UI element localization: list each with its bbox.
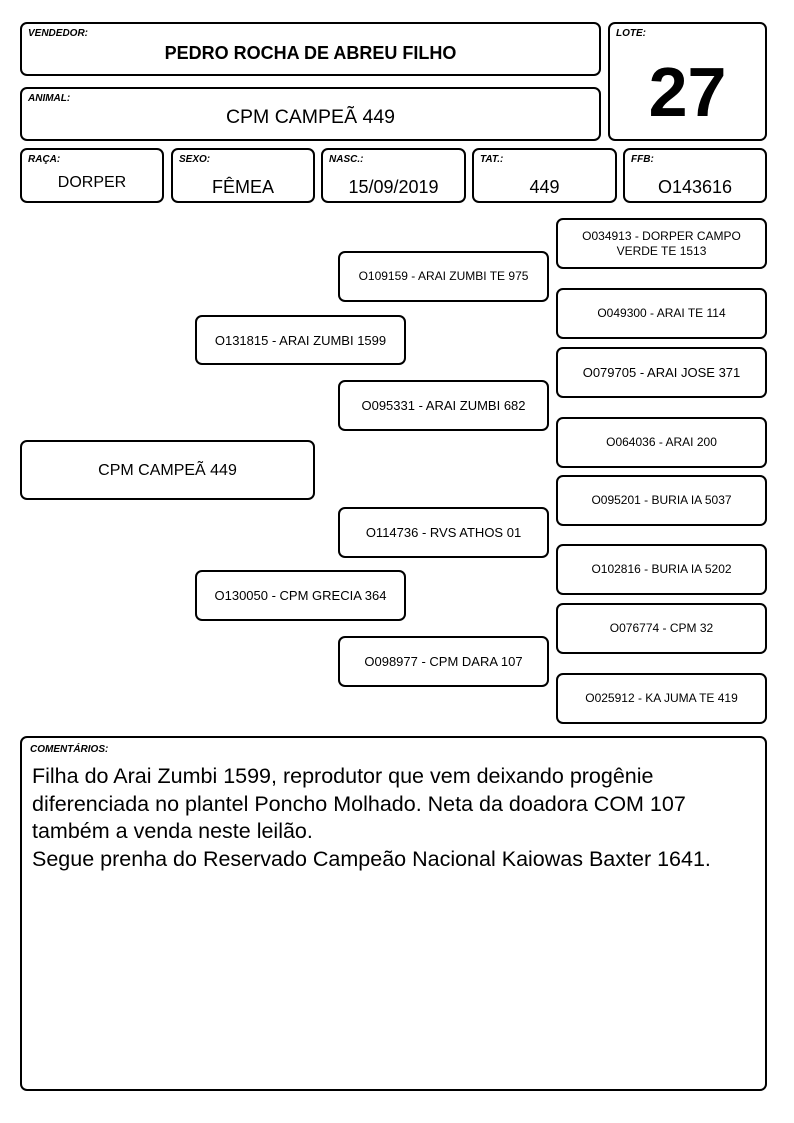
ffb-value: O143616 (657, 177, 733, 197)
pedigree-sire: O131815 - ARAI ZUMBI 1599 (195, 315, 406, 365)
pedigree-ggp-2: O049300 - ARAI TE 114 (556, 288, 767, 339)
tattoo-value: 449 (529, 177, 560, 197)
pedigree-ggp-3: O079705 - ARAI JOSE 371 (556, 347, 767, 398)
animal-box (20, 87, 601, 141)
sex-label: SEXO: (179, 154, 211, 165)
pedigree-ggp-6: O102816 - BURIA IA 5202 (556, 544, 767, 595)
breed-label: RAÇA: (28, 154, 61, 165)
animal-name: CPM CAMPEÃ 449 (225, 106, 396, 128)
seller-name: PEDRO ROCHA DE ABREU FILHO (164, 43, 457, 63)
comments-text (32, 763, 755, 873)
pedigree-dam: O130050 - CPM GRECIA 364 (195, 570, 406, 621)
comments-paragraph-1: Filha do Arai Zumbi 1599, reprodutor que vem deixando progênie diferenciada no plantel Poncho Molhado. Neta da doadora COM 107 também a venda neste leilão. (32, 764, 686, 843)
seller-label: VENDEDOR: (28, 28, 89, 39)
pedigree-ggp-8: O025912 - KA JUMA TE 419 (556, 673, 767, 724)
pedigree-dam-sire: O114736 - RVS ATHOS 01 (338, 507, 549, 558)
ffb-box (623, 148, 767, 203)
comments-label: COMENTÁRIOS: (30, 744, 109, 755)
pedigree-ggp-4: O064036 - ARAI 200 (556, 417, 767, 468)
lot-number: 27 (648, 53, 727, 131)
birth-box (321, 148, 466, 203)
animal-label: ANIMAL: (28, 93, 71, 104)
breed-value: DORPER (57, 174, 127, 191)
pedigree-animal: CPM CAMPEÃ 449 (20, 440, 315, 500)
birth-value: 15/09/2019 (348, 177, 439, 197)
breed-box (20, 148, 164, 203)
pedigree-sire-sire: O109159 - ARAI ZUMBI TE 975 (338, 251, 549, 302)
tattoo-label: TAT.: (480, 154, 504, 165)
pedigree-dam-dam: O098977 - CPM DARA 107 (338, 636, 549, 687)
tattoo-box (472, 148, 617, 203)
pedigree-sire-dam: O095331 - ARAI ZUMBI 682 (338, 380, 549, 431)
comments-box (20, 736, 767, 1091)
pedigree-ggp-1: O034913 - DORPER CAMPO VERDE TE 1513 (556, 218, 767, 269)
seller-box (20, 22, 601, 76)
sex-box (171, 148, 315, 203)
pedigree-ggp-7: O076774 - CPM 32 (556, 603, 767, 654)
lot-label: LOTE: (616, 28, 646, 39)
sex-value: FÊMEA (211, 177, 274, 197)
birth-label: NASC.: (329, 154, 364, 165)
pedigree-ggp-5: O095201 - BURIA IA 5037 (556, 475, 767, 526)
ffb-label: FFB: (631, 154, 654, 165)
comments-paragraph-2: Segue prenha do Reservado Campeão Nacional Kaiowas Baxter 1641. (32, 846, 711, 871)
lot-box (608, 22, 767, 141)
